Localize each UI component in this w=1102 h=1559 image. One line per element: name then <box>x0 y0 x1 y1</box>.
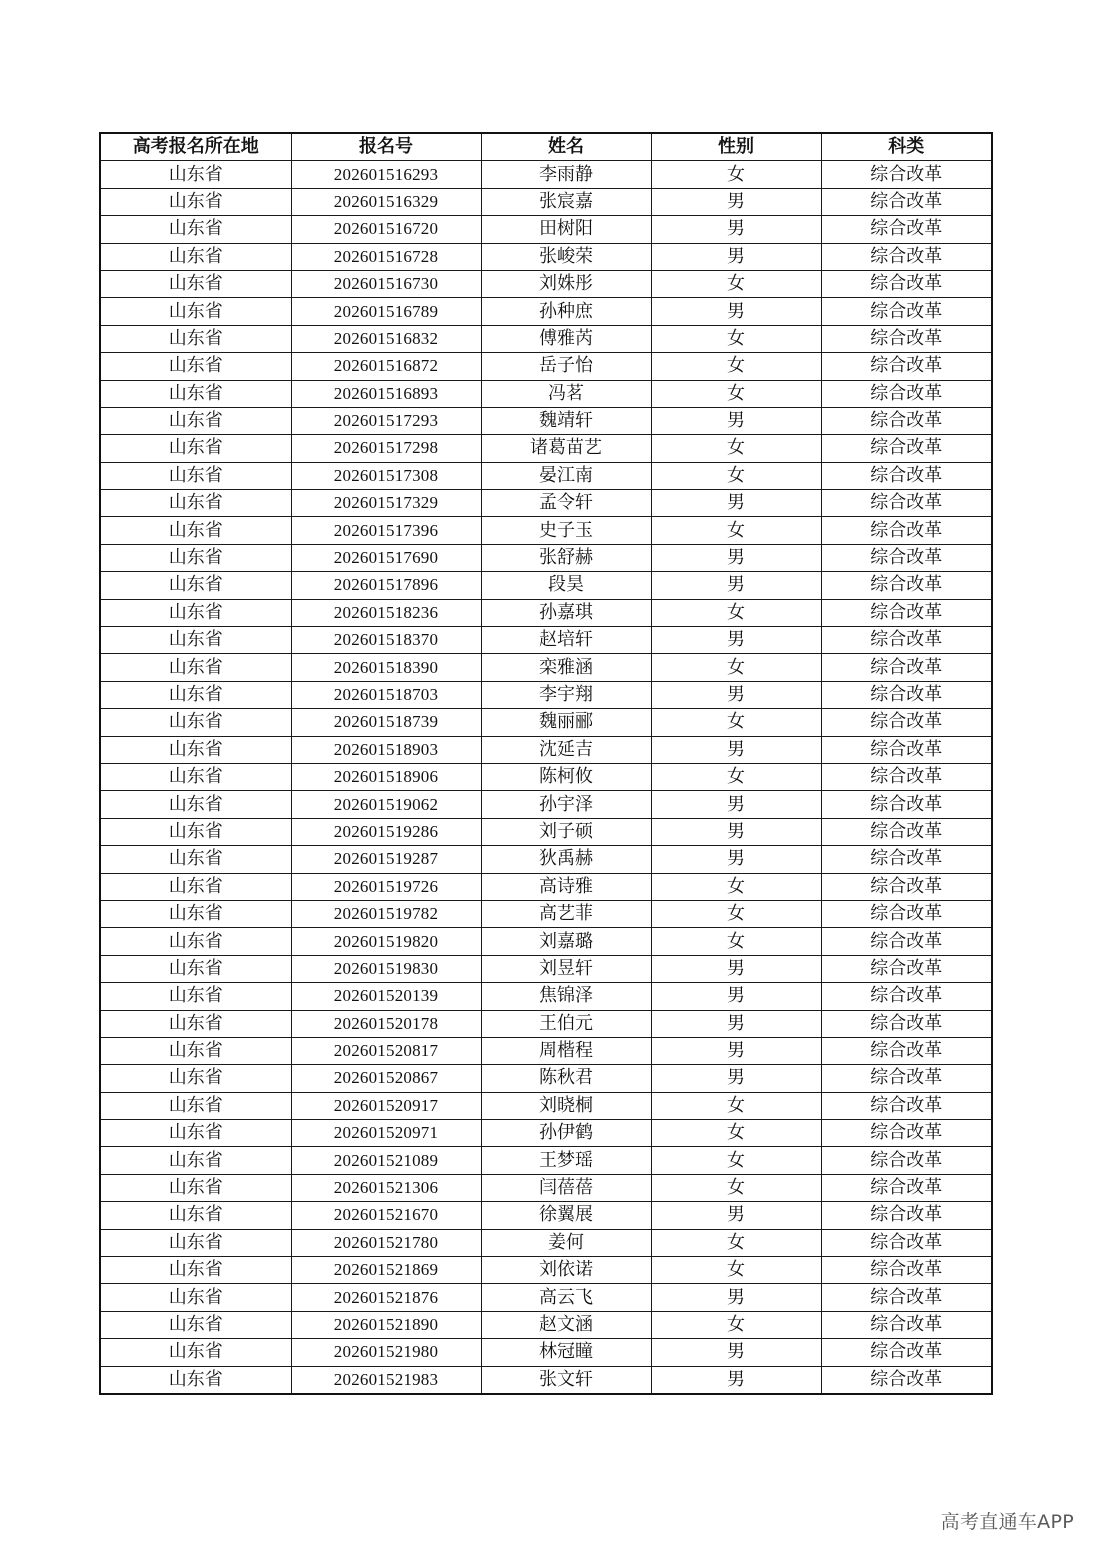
table-row <box>100 462 992 489</box>
cell-registration-number: 202601518903 <box>291 736 481 763</box>
cell-registration-number: 202601518370 <box>291 627 481 654</box>
cell-name: 闫蓓蓓 <box>481 1174 651 1201</box>
cell-gender: 女 <box>651 462 821 489</box>
cell-registration-number: 202601517329 <box>291 490 481 517</box>
cell-gender: 男 <box>651 1284 821 1311</box>
cell-subject-category: 综合改革 <box>821 353 992 380</box>
cell-registration-number: 202601520139 <box>291 983 481 1010</box>
cell-region: 山东省 <box>100 736 291 763</box>
cell-gender: 男 <box>651 1010 821 1037</box>
cell-gender: 女 <box>651 763 821 790</box>
cell-name: 傅雅芮 <box>481 325 651 352</box>
cell-subject-category: 综合改革 <box>821 736 992 763</box>
cell-subject-category: 综合改革 <box>821 1229 992 1256</box>
cell-subject-category: 综合改革 <box>821 1120 992 1147</box>
cell-gender: 女 <box>651 325 821 352</box>
table-row <box>100 1120 992 1147</box>
cell-registration-number: 202601517308 <box>291 462 481 489</box>
cell-subject-category: 综合改革 <box>821 928 992 955</box>
cell-registration-number: 202601516293 <box>291 161 481 188</box>
cell-region: 山东省 <box>100 1229 291 1256</box>
table-row <box>100 270 992 297</box>
cell-region: 山东省 <box>100 900 291 927</box>
table-row <box>100 955 992 982</box>
cell-subject-category: 综合改革 <box>821 1147 992 1174</box>
table-row <box>100 243 992 270</box>
cell-subject-category: 综合改革 <box>821 873 992 900</box>
table-row <box>100 216 992 243</box>
table-row <box>100 298 992 325</box>
cell-name: 陈柯攸 <box>481 763 651 790</box>
header-registration-number: 报名号 <box>291 133 481 161</box>
cell-region: 山东省 <box>100 1037 291 1064</box>
table-row <box>100 681 992 708</box>
header-gender: 性别 <box>651 133 821 161</box>
cell-name: 田树阳 <box>481 216 651 243</box>
cell-name: 孟令轩 <box>481 490 651 517</box>
cell-gender: 男 <box>651 544 821 571</box>
table-row <box>100 1174 992 1201</box>
cell-region: 山东省 <box>100 462 291 489</box>
cell-gender: 女 <box>651 873 821 900</box>
cell-name: 林冠瞳 <box>481 1339 651 1366</box>
cell-name: 张峻荣 <box>481 243 651 270</box>
cell-name: 栾雅涵 <box>481 654 651 681</box>
cell-name: 岳子怡 <box>481 353 651 380</box>
cell-region: 山东省 <box>100 270 291 297</box>
cell-gender: 女 <box>651 900 821 927</box>
cell-subject-category: 综合改革 <box>821 1010 992 1037</box>
table-row <box>100 353 992 380</box>
cell-subject-category: 综合改革 <box>821 325 992 352</box>
cell-gender: 女 <box>651 1229 821 1256</box>
cell-region: 山东省 <box>100 1120 291 1147</box>
cell-name: 狄禹赫 <box>481 846 651 873</box>
cell-gender: 女 <box>651 517 821 544</box>
cell-name: 刘姝彤 <box>481 270 651 297</box>
cell-name: 沈延吉 <box>481 736 651 763</box>
cell-gender: 女 <box>651 928 821 955</box>
table-row <box>100 1147 992 1174</box>
cell-registration-number: 202601520917 <box>291 1092 481 1119</box>
cell-registration-number: 202601519782 <box>291 900 481 927</box>
table-body <box>100 161 992 1394</box>
cell-gender: 男 <box>651 298 821 325</box>
table-row <box>100 873 992 900</box>
cell-region: 山东省 <box>100 599 291 626</box>
cell-gender: 男 <box>651 572 821 599</box>
cell-subject-category: 综合改革 <box>821 818 992 845</box>
cell-gender: 男 <box>651 1339 821 1366</box>
cell-name: 刘子硕 <box>481 818 651 845</box>
cell-gender: 男 <box>651 1065 821 1092</box>
cell-subject-category: 综合改革 <box>821 983 992 1010</box>
cell-region: 山东省 <box>100 627 291 654</box>
table-row <box>100 1202 992 1229</box>
table-row <box>100 1065 992 1092</box>
cell-name: 魏丽郦 <box>481 709 651 736</box>
cell-registration-number: 202601517396 <box>291 517 481 544</box>
cell-registration-number: 202601517293 <box>291 407 481 434</box>
cell-region: 山东省 <box>100 435 291 462</box>
cell-region: 山东省 <box>100 1174 291 1201</box>
cell-subject-category: 综合改革 <box>821 490 992 517</box>
table-row <box>100 1284 992 1311</box>
cell-subject-category: 综合改革 <box>821 462 992 489</box>
cell-registration-number: 202601519286 <box>291 818 481 845</box>
admission-roster-table <box>99 132 993 1395</box>
cell-name: 张文轩 <box>481 1366 651 1394</box>
cell-registration-number: 202601517896 <box>291 572 481 599</box>
cell-gender: 男 <box>651 490 821 517</box>
cell-region: 山东省 <box>100 681 291 708</box>
cell-name: 李宇翔 <box>481 681 651 708</box>
cell-gender: 男 <box>651 216 821 243</box>
cell-region: 山东省 <box>100 216 291 243</box>
table-row <box>100 572 992 599</box>
table-row <box>100 407 992 434</box>
cell-region: 山东省 <box>100 353 291 380</box>
cell-region: 山东省 <box>100 791 291 818</box>
cell-region: 山东省 <box>100 544 291 571</box>
cell-gender: 男 <box>651 1366 821 1394</box>
cell-registration-number: 202601516720 <box>291 216 481 243</box>
cell-registration-number: 202601520971 <box>291 1120 481 1147</box>
cell-name: 孙嘉琪 <box>481 599 651 626</box>
cell-registration-number: 202601519726 <box>291 873 481 900</box>
cell-registration-number: 202601516329 <box>291 188 481 215</box>
cell-gender: 女 <box>651 353 821 380</box>
cell-registration-number: 202601518390 <box>291 654 481 681</box>
cell-gender: 男 <box>651 791 821 818</box>
cell-region: 山东省 <box>100 572 291 599</box>
cell-registration-number: 202601516789 <box>291 298 481 325</box>
table-row <box>100 517 992 544</box>
cell-gender: 女 <box>651 654 821 681</box>
cell-registration-number: 202601516728 <box>291 243 481 270</box>
cell-name: 魏靖轩 <box>481 407 651 434</box>
cell-subject-category: 综合改革 <box>821 1174 992 1201</box>
cell-region: 山东省 <box>100 1339 291 1366</box>
cell-region: 山东省 <box>100 654 291 681</box>
cell-region: 山东省 <box>100 1366 291 1394</box>
cell-region: 山东省 <box>100 1010 291 1037</box>
cell-registration-number: 202601521980 <box>291 1339 481 1366</box>
cell-registration-number: 202601521983 <box>291 1366 481 1394</box>
cell-name: 周楷程 <box>481 1037 651 1064</box>
cell-subject-category: 综合改革 <box>821 1092 992 1119</box>
table-row <box>100 1092 992 1119</box>
table-row <box>100 736 992 763</box>
cell-name: 赵文涵 <box>481 1311 651 1338</box>
cell-registration-number: 202601518906 <box>291 763 481 790</box>
cell-registration-number: 202601519830 <box>291 955 481 982</box>
cell-region: 山东省 <box>100 983 291 1010</box>
table-row <box>100 627 992 654</box>
cell-gender: 男 <box>651 681 821 708</box>
table-row <box>100 763 992 790</box>
cell-gender: 男 <box>651 955 821 982</box>
cell-subject-category: 综合改革 <box>821 599 992 626</box>
cell-name: 高艺菲 <box>481 900 651 927</box>
cell-name: 高云飞 <box>481 1284 651 1311</box>
cell-subject-category: 综合改革 <box>821 544 992 571</box>
cell-name: 王梦瑶 <box>481 1147 651 1174</box>
cell-registration-number: 202601521869 <box>291 1257 481 1284</box>
table-row <box>100 1010 992 1037</box>
cell-registration-number: 202601520178 <box>291 1010 481 1037</box>
cell-name: 诸葛苗艺 <box>481 435 651 462</box>
cell-subject-category: 综合改革 <box>821 216 992 243</box>
table-row <box>100 846 992 873</box>
table-row <box>100 818 992 845</box>
table-row <box>100 791 992 818</box>
table-row <box>100 1037 992 1064</box>
cell-subject-category: 综合改革 <box>821 270 992 297</box>
cell-gender: 女 <box>651 435 821 462</box>
cell-subject-category: 综合改革 <box>821 709 992 736</box>
cell-name: 刘昱轩 <box>481 955 651 982</box>
cell-name: 刘嘉璐 <box>481 928 651 955</box>
table-row <box>100 544 992 571</box>
cell-registration-number: 202601517690 <box>291 544 481 571</box>
table-header-row <box>100 133 992 161</box>
table-row <box>100 599 992 626</box>
cell-gender: 男 <box>651 846 821 873</box>
cell-registration-number: 202601521876 <box>291 1284 481 1311</box>
cell-region: 山东省 <box>100 298 291 325</box>
cell-gender: 女 <box>651 1311 821 1338</box>
cell-name: 赵培轩 <box>481 627 651 654</box>
table-row <box>100 1229 992 1256</box>
cell-gender: 男 <box>651 1037 821 1064</box>
cell-gender: 男 <box>651 983 821 1010</box>
cell-registration-number: 202601521890 <box>291 1311 481 1338</box>
cell-subject-category: 综合改革 <box>821 517 992 544</box>
cell-name: 焦锦泽 <box>481 983 651 1010</box>
cell-region: 山东省 <box>100 161 291 188</box>
cell-subject-category: 综合改革 <box>821 791 992 818</box>
cell-subject-category: 综合改革 <box>821 681 992 708</box>
cell-registration-number: 202601521089 <box>291 1147 481 1174</box>
cell-region: 山东省 <box>100 1065 291 1092</box>
cell-gender: 女 <box>651 1174 821 1201</box>
cell-registration-number: 202601518703 <box>291 681 481 708</box>
cell-region: 山东省 <box>100 188 291 215</box>
table-row <box>100 1257 992 1284</box>
table-row <box>100 188 992 215</box>
cell-gender: 女 <box>651 380 821 407</box>
cell-region: 山东省 <box>100 517 291 544</box>
cell-subject-category: 综合改革 <box>821 846 992 873</box>
cell-registration-number: 202601521670 <box>291 1202 481 1229</box>
cell-name: 陈秋君 <box>481 1065 651 1092</box>
table-row <box>100 709 992 736</box>
cell-subject-category: 综合改革 <box>821 1037 992 1064</box>
header-subject-category: 科类 <box>821 133 992 161</box>
cell-subject-category: 综合改革 <box>821 161 992 188</box>
header-name: 姓名 <box>481 133 651 161</box>
cell-name: 冯茗 <box>481 380 651 407</box>
cell-gender: 男 <box>651 243 821 270</box>
table-row <box>100 1366 992 1394</box>
cell-gender: 女 <box>651 1092 821 1119</box>
cell-name: 史子玉 <box>481 517 651 544</box>
cell-region: 山东省 <box>100 1092 291 1119</box>
cell-gender: 男 <box>651 188 821 215</box>
cell-registration-number: 202601516730 <box>291 270 481 297</box>
table-row <box>100 900 992 927</box>
table-row <box>100 983 992 1010</box>
cell-region: 山东省 <box>100 955 291 982</box>
cell-registration-number: 202601517298 <box>291 435 481 462</box>
cell-name: 王伯元 <box>481 1010 651 1037</box>
cell-subject-category: 综合改革 <box>821 900 992 927</box>
cell-region: 山东省 <box>100 1147 291 1174</box>
cell-region: 山东省 <box>100 873 291 900</box>
cell-name: 李雨静 <box>481 161 651 188</box>
cell-subject-category: 综合改革 <box>821 627 992 654</box>
cell-gender: 男 <box>651 407 821 434</box>
cell-region: 山东省 <box>100 490 291 517</box>
cell-name: 徐翼展 <box>481 1202 651 1229</box>
cell-region: 山东省 <box>100 1257 291 1284</box>
cell-subject-category: 综合改革 <box>821 435 992 462</box>
cell-gender: 男 <box>651 627 821 654</box>
table-row <box>100 1339 992 1366</box>
cell-name: 高诗雅 <box>481 873 651 900</box>
cell-registration-number: 202601519062 <box>291 791 481 818</box>
cell-gender: 女 <box>651 599 821 626</box>
cell-registration-number: 202601519287 <box>291 846 481 873</box>
cell-subject-category: 综合改革 <box>821 1311 992 1338</box>
cell-region: 山东省 <box>100 846 291 873</box>
cell-registration-number: 202601520817 <box>291 1037 481 1064</box>
cell-gender: 女 <box>651 270 821 297</box>
cell-subject-category: 综合改革 <box>821 1339 992 1366</box>
cell-gender: 女 <box>651 1120 821 1147</box>
cell-region: 山东省 <box>100 1284 291 1311</box>
cell-subject-category: 综合改革 <box>821 572 992 599</box>
cell-registration-number: 202601516872 <box>291 353 481 380</box>
cell-name: 刘依诺 <box>481 1257 651 1284</box>
cell-region: 山东省 <box>100 325 291 352</box>
cell-region: 山东省 <box>100 928 291 955</box>
cell-region: 山东省 <box>100 380 291 407</box>
cell-region: 山东省 <box>100 763 291 790</box>
cell-registration-number: 202601516832 <box>291 325 481 352</box>
cell-registration-number: 202601518739 <box>291 709 481 736</box>
table-row <box>100 435 992 462</box>
cell-subject-category: 综合改革 <box>821 298 992 325</box>
table-row <box>100 654 992 681</box>
cell-subject-category: 综合改革 <box>821 955 992 982</box>
cell-region: 山东省 <box>100 818 291 845</box>
cell-region: 山东省 <box>100 243 291 270</box>
cell-gender: 女 <box>651 709 821 736</box>
cell-subject-category: 综合改革 <box>821 1366 992 1394</box>
cell-name: 孙宇泽 <box>481 791 651 818</box>
table-row <box>100 1311 992 1338</box>
cell-subject-category: 综合改革 <box>821 654 992 681</box>
header-region: 高考报名所在地 <box>100 133 291 161</box>
cell-gender: 女 <box>651 161 821 188</box>
cell-gender: 女 <box>651 1257 821 1284</box>
cell-subject-category: 综合改革 <box>821 407 992 434</box>
cell-registration-number: 202601519820 <box>291 928 481 955</box>
table-row <box>100 490 992 517</box>
table-row <box>100 928 992 955</box>
cell-registration-number: 202601520867 <box>291 1065 481 1092</box>
cell-registration-number: 202601518236 <box>291 599 481 626</box>
cell-gender: 男 <box>651 1202 821 1229</box>
cell-name: 姜何 <box>481 1229 651 1256</box>
table-row <box>100 161 992 188</box>
cell-region: 山东省 <box>100 709 291 736</box>
cell-gender: 女 <box>651 1147 821 1174</box>
cell-registration-number: 202601521306 <box>291 1174 481 1201</box>
cell-subject-category: 综合改革 <box>821 380 992 407</box>
cell-subject-category: 综合改革 <box>821 1065 992 1092</box>
cell-subject-category: 综合改革 <box>821 243 992 270</box>
cell-registration-number: 202601521780 <box>291 1229 481 1256</box>
cell-subject-category: 综合改革 <box>821 1284 992 1311</box>
cell-gender: 男 <box>651 736 821 763</box>
cell-name: 张舒赫 <box>481 544 651 571</box>
cell-region: 山东省 <box>100 1202 291 1229</box>
table-row <box>100 325 992 352</box>
cell-registration-number: 202601516893 <box>291 380 481 407</box>
cell-name: 孙种庶 <box>481 298 651 325</box>
cell-name: 张宸嘉 <box>481 188 651 215</box>
cell-name: 刘晓桐 <box>481 1092 651 1119</box>
cell-gender: 男 <box>651 818 821 845</box>
cell-subject-category: 综合改革 <box>821 188 992 215</box>
cell-subject-category: 综合改革 <box>821 1257 992 1284</box>
cell-name: 晏江南 <box>481 462 651 489</box>
cell-subject-category: 综合改革 <box>821 763 992 790</box>
cell-name: 段昊 <box>481 572 651 599</box>
cell-region: 山东省 <box>100 407 291 434</box>
watermark-text: 高考直通车APP <box>940 1511 1074 1533</box>
cell-region: 山东省 <box>100 1311 291 1338</box>
cell-name: 孙伊鹤 <box>481 1120 651 1147</box>
cell-subject-category: 综合改革 <box>821 1202 992 1229</box>
table-row <box>100 380 992 407</box>
